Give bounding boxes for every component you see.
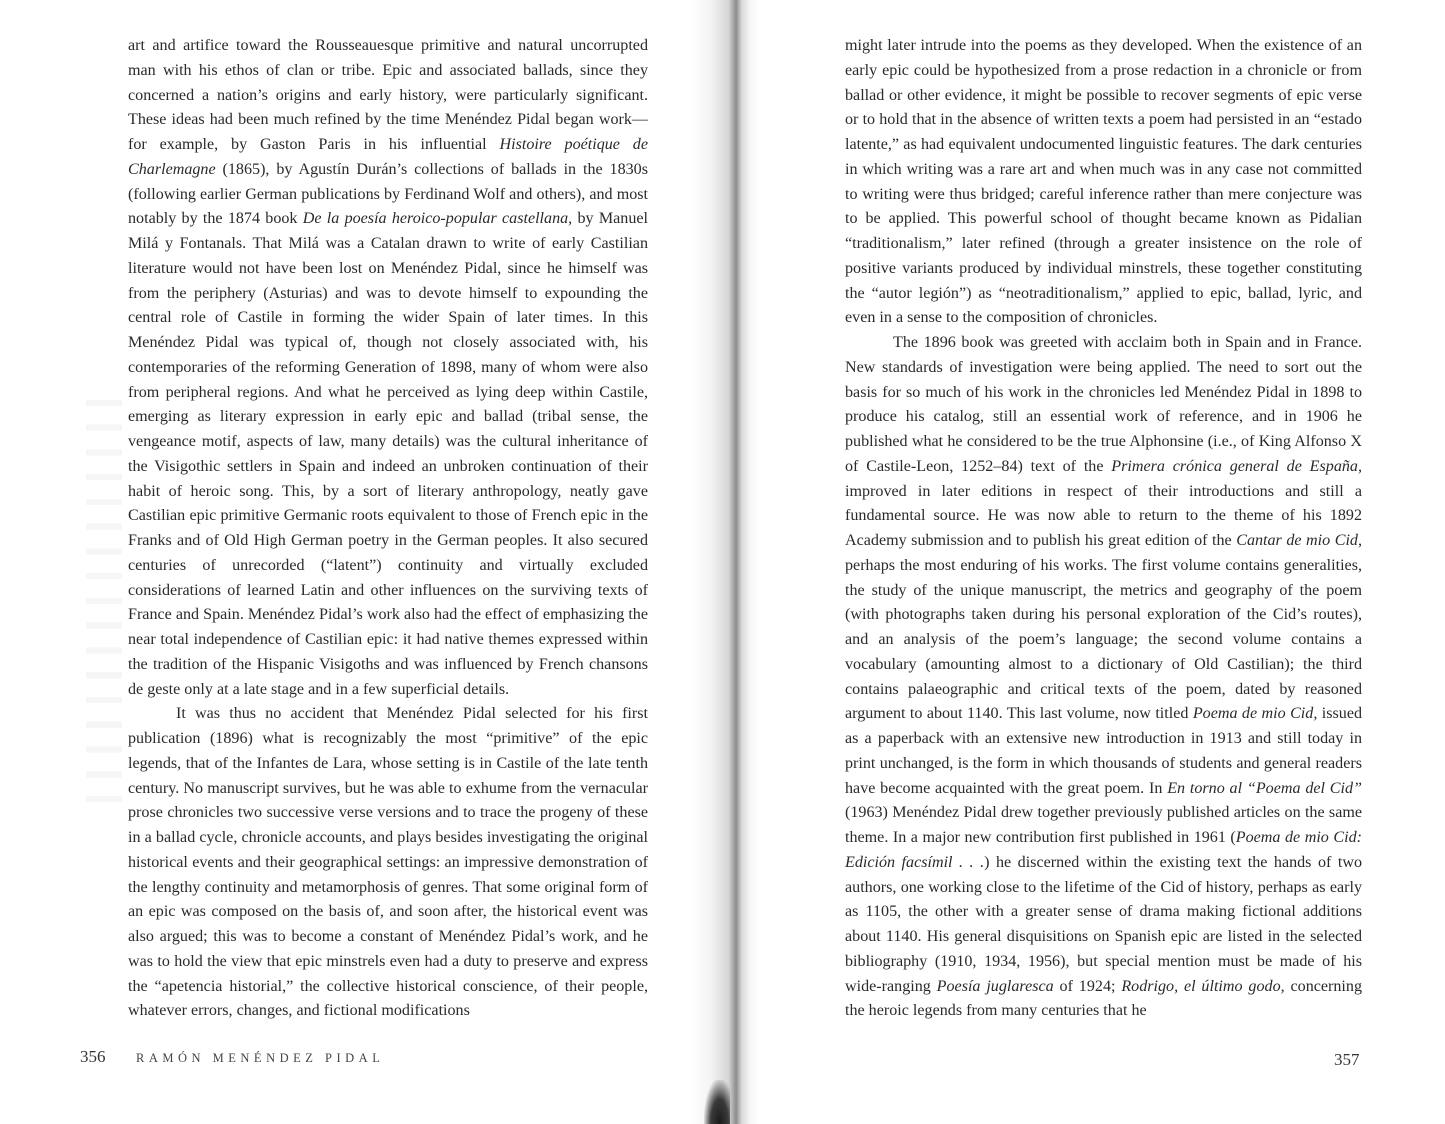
text-run: ) he discerned within the existing text the hands of two authors, one working close to the lifetime of the Cid of history, perhaps as early as 1105, the other with a greater sense of drama making fictional additions about 1140. His general disquisitions on Spanish epic are listed in the selected bibliography (1910, 1934, 1956), but special mention must be made of his wide-ranging: [845, 853, 1362, 995]
italic-title: En torno al “Poema del Cid”: [1167, 779, 1362, 797]
left-page-number: 356: [80, 1047, 106, 1066]
body-paragraph: [128, 702, 648, 1024]
italic-title: Poesía juglaresca: [936, 977, 1054, 995]
gutter-shadow: [704, 1080, 730, 1124]
text-run: It was thus no accident that Menéndez Pidal selected for his first publication (1896) what is recognizably the most “primitive” of the epic legends, that of the Infantes de Lara, whose setting is in Castile of the late tenth century. No manuscript survives, but he was able to exhume from the vernacular prose chronicles two successive verse versions and to trace the progeny of these in a ballad cycle, chronicle accounts, and plays besides investigating the original historical events and their geographical settings: an impressive demonstration of the lengthy continuity and metamorphosis of genres. That some original form of an epic was composed on the basis of, and soon after, the historical event was also argued; this was to become a constant of Menéndez Pidal’s work, and he was to hold the view that epic minstrels even had a duty to preserve and express the “apetencia historial,” the collective historical conscience, of their people, whatever errors, changes, and fictional modifications: [128, 705, 648, 1020]
italic-title: Cantar de mio Cid,: [1236, 532, 1362, 549]
italic-title: Poema de mio Cid,: [1192, 705, 1318, 723]
italic-title: Primera crónica general de España,: [1111, 457, 1362, 475]
text-run: art and artifice toward the Rousseauesque primitive and natural uncorrupted man with his ethos of clan or tribe. Epic and associated ballads, since they concerned a nation’s origins and early history, were particularly significant. These ideas had been much refined by the time Menéndez Pidal began work—for example, by Gaston Paris in his influential: [128, 37, 648, 153]
text-run: (1963) Menéndez Pidal drew together previously published articles on the same theme. In a major new contribution first published in 1961 (: [845, 804, 1362, 846]
body-paragraph: [845, 331, 1362, 1024]
text-run: issued as a paperback with an extensive new introduction in 1913 and still today in print unchanged, is the form in which thousands of students and general readers have become acquainted with the great poem. In: [845, 705, 1363, 797]
right-page-body: [845, 34, 1362, 1024]
body-paragraph: [845, 34, 1362, 331]
text-run: of 1924;: [1053, 977, 1122, 995]
text-run: The 1896 book was greeted with acclaim both in Spain and in France. New standards of investigation were being applied. The need to sort out the basis for so much of his work in the chronicles led Menéndez Pidal in 1898 to produce his catalog, still an essential work of reference, and in 1906 he published what he considered to be the true Alphonsine (i.e., of King Alfonso X of Castile-Leon, 1252–84) text of the: [845, 334, 1362, 475]
italic-title: De la poesía heroico-popular castellana,: [302, 210, 573, 228]
italic-title: Histoire poétique de Charlemagne: [128, 136, 648, 178]
text-run: might later intrude into the poems as they developed. When the existence of an early epic could be hypothesized from a prose redaction in a chronicle or from ballad or other evidence, it might be possible to recover segments of epic verse or to hold that in the absence of written texts a poem had persisted in an “estado latente,” as had equivalent undocumented linguistic features. The dark centuries in which writing was a rare art and when much was in any case not committed to writing were thus bridged; careful inference rather than mere conjecture was to be applied. This powerful school of thought became known as Pidalian “traditionalism,” later refined (through a greater insistence on the role of positive variants produced by individual minstrels, these together constituting the “autor legión”) as “neotraditionalism,” applied to epic, ballad, lyric, and even in a sense to the composition of chronicles.: [845, 37, 1362, 327]
text-run: perhaps the most enduring of his works. The first volume contains generalities, the study of the unique manuscript, the metrics and geography of the poem (with photographs taken during his personal exploration of the Cid’s routes), and an analysis of the poem’s language; the second volume contains a vocabulary (amounting almost to a dictionary of Old Castilian); the third contains palaeographic and critical texts of the poem, dated by reasoned argument to about 1140. This last volume, now titled: [845, 556, 1362, 723]
show-through-text: [86, 400, 122, 820]
italic-title: Poema de mio Cid: Edición facsímil . . .: [845, 829, 1362, 871]
book-gutter: [690, 0, 760, 1124]
body-paragraph: [128, 34, 648, 702]
text-run: improved in later editions in respect of their introductions and still a fundamental source. He was now able to return to the theme of his 1892 Academy submission and to publish his great edition of the: [845, 482, 1362, 549]
right-page-number: 357: [1334, 1050, 1360, 1069]
text-run: by Manuel Milá y Fontanals. That Milá was a Catalan drawn to write of early Castilian literature would not have been lost on Menéndez Pidal, since he himself was from the periphery (Asturias) and was to devote himself to expounding the central role of Castile in forming the wider Spain of later times. In this Menéndez Pidal was typical of, though not closely associated with, his contemporaries of the reforming Generation of 1898, many of whom were also from peripheral regions. And what he perceived as lying deep within Castile, emerging as literary expression in early epic and ballad (tribal sense, the vengeance motif, aspects of law, many details) was the cultural inheritance of the Visigothic settlers in Spain and indeed an unbroken continuation of their habit of heroic song. This, by a sort of literary anthropology, neatly gave Castilian epic primitive Germanic roots equivalent to those of French epic in the Franks and of Old High German poetry in the German peoples. It also secured centuries of unrecorded (“latent”) continuity and virtually excluded considerations of learned Latin and other influences on the surviving texts of France and Spain. Menéndez Pidal’s work also had the effect of emphasizing the near total independence of Castilian epic: it had native themes expressed within the tradition of the Hispanic Visigoths and was influenced by French chansons de geste only at a late stage and in a few superficial details.: [128, 210, 648, 698]
text-run: concerning the heroic legends from many centuries that he: [845, 977, 1362, 1020]
italic-title: Rodrigo, el último godo,: [1121, 977, 1285, 995]
text-run: (1865), by Agustín Durán’s collections of ballads in the 1830s (following earlier German publications by Ferdinand Wolf and others), and most notably by the 1874 book: [128, 160, 648, 228]
running-head: RAMÓN MENÉNDEZ PIDAL: [136, 1051, 385, 1065]
left-page-body: [128, 34, 648, 1024]
